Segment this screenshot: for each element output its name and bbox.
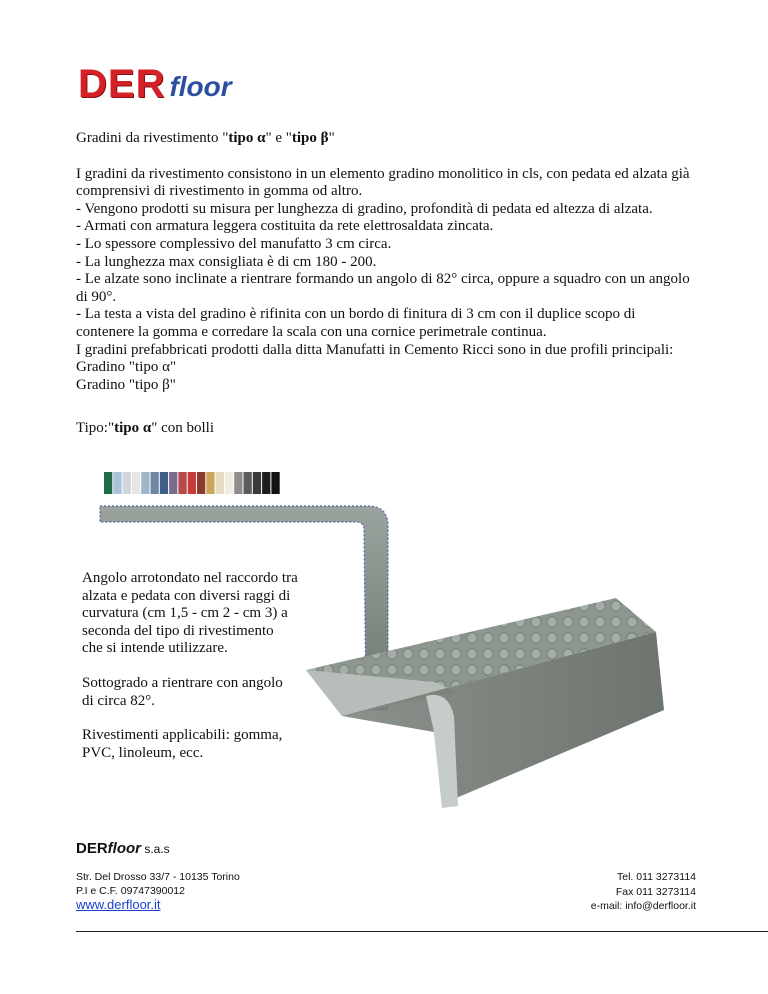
doc-title: Gradini da rivestimento "tipo α" e "tipo β" (76, 130, 335, 146)
paragraph: - Lo spessore complessivo del manufatto 3 cm circa. (76, 235, 392, 252)
callout-text: Sottogrado a rientrare con angolo di circa 82°. (82, 674, 283, 709)
paragraph: Gradino "tipo α" (76, 359, 177, 376)
color-swatch (225, 472, 233, 494)
color-swatch (188, 472, 196, 494)
color-swatch (206, 472, 214, 494)
paragraph: - La lunghezza max consigliata è di cm 180 - 200. (76, 253, 377, 270)
logo-der: DER (78, 62, 166, 106)
footer-divider (76, 931, 768, 932)
tel-line: Tel. 011 3273114 (616, 871, 696, 883)
paragraph: - La testa a vista del gradino è rifinita con un bordo di finitura di 3 cm con il duplice scopo di contenere la gomma e corredare la scala con una cornice perimetrale continua. (76, 306, 636, 340)
email-line[interactable]: e-mail: info@derfloor.it (590, 900, 696, 912)
color-swatch (169, 472, 177, 494)
callout-text: Angolo arrotondato nel raccordo tra alzata e pedata con diversi raggi di curvatura (cm 1,5 - cm 2 - cm 3) a seconda del tipo di rivestimento che si intende utilizzare. (82, 570, 298, 657)
color-swatch (262, 472, 270, 494)
color-swatch (234, 472, 242, 494)
color-swatch (141, 472, 149, 494)
callout-text: Rivestimenti applicabili: gomma, PVC, linoleum, ecc. (82, 727, 283, 761)
address-line: Str. Del Drosso 33/7 - 10135 Torino (76, 871, 240, 883)
color-swatch (104, 472, 112, 494)
title-beta: tipo β (291, 130, 329, 146)
paragraph: - Vengono prodotti su misura per lunghezza di gradino, profondità di pedata ed altezza di alzata. (76, 200, 653, 217)
intro-section (76, 130, 696, 394)
paragraph: I gradini prefabbricati prodotti dalla ditta Manufatti in Cemento Ricci sono in due profili principali: (76, 341, 674, 358)
footer-contact (591, 870, 696, 914)
vat-line: P.I e C.F. 09747390012 (76, 885, 185, 897)
color-swatch (123, 472, 131, 494)
color-swatch (244, 472, 252, 494)
color-swatch (197, 472, 205, 494)
company-name: DERfloor s.a.s (76, 840, 170, 857)
type-subheading: Tipo:"tipo α" con bolli (76, 420, 215, 436)
fax-line: Fax 011 3273114 (615, 885, 696, 898)
color-swatch (160, 472, 168, 494)
title-alpha: tipo α (228, 130, 266, 146)
color-swatch (271, 472, 279, 494)
color-swatch (132, 472, 140, 494)
color-swatch (216, 472, 224, 494)
color-swatch (253, 472, 261, 494)
color-swatches (104, 472, 280, 494)
color-swatch (178, 472, 186, 494)
color-swatch (151, 472, 159, 494)
paragraph: I gradini da rivestimento consistono in un elemento gradino monolitico in cls, con pedata ed alzata già comprensivi di rivestimento in gomma od altro. (76, 165, 690, 200)
derfloor-logo (78, 62, 232, 106)
paragraph: Gradino "tipo β" (76, 376, 176, 393)
paragraph: - Le alzate sono inclinate a rientrare formando un angolo di 82° circa, oppure a squadro con un angolo di 90°. (76, 271, 690, 305)
logo-floor: floor (169, 71, 232, 102)
color-swatch (113, 472, 121, 494)
footer-address (76, 870, 240, 913)
website-link[interactable]: www.derfloor.it (76, 897, 161, 912)
paragraph: - Armati con armatura leggera costituita da rete elettrosaldata zincata. (76, 218, 494, 235)
callout-box (72, 570, 298, 795)
